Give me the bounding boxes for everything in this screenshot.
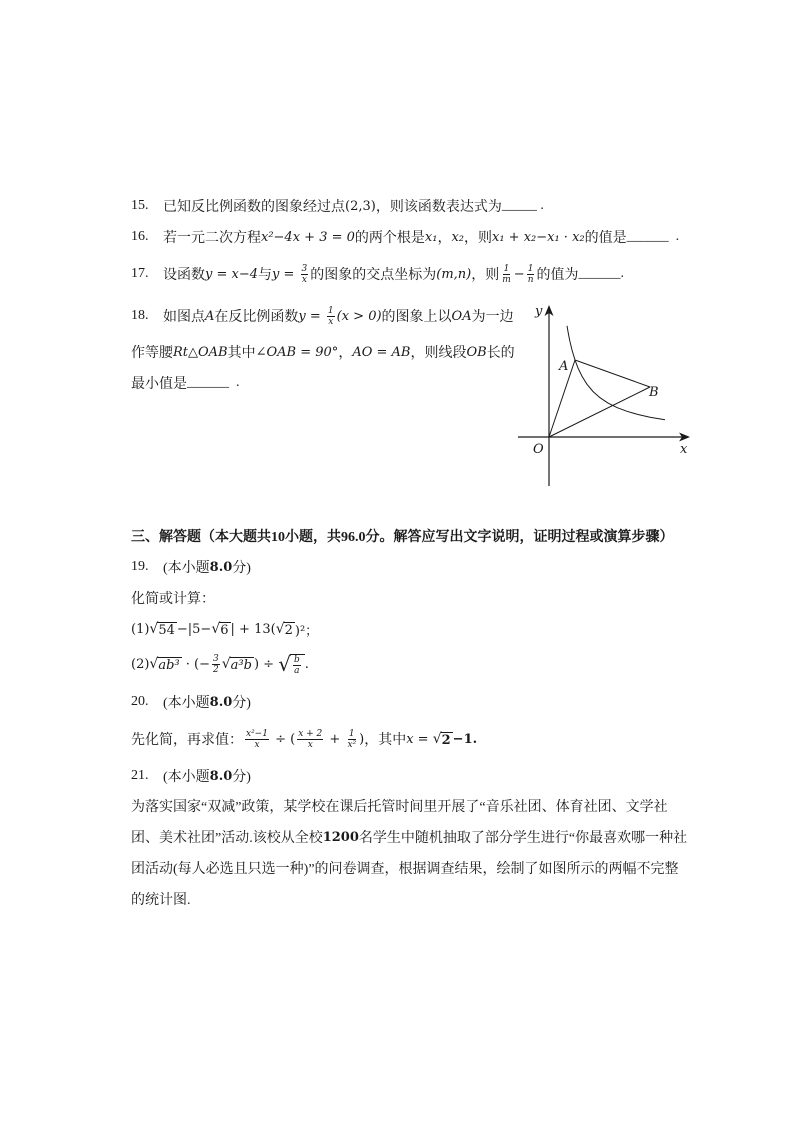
numerator: 3 (213, 653, 219, 664)
question-number: 16. (131, 229, 149, 244)
math-segment: OB (466, 344, 487, 360)
numerator: 1 (527, 263, 534, 274)
question-18-figure (505, 295, 700, 490)
denominator: 2 (213, 664, 219, 675)
origin-label: O (533, 442, 544, 457)
square-root (149, 620, 176, 638)
question-text: 作等腰 (131, 346, 173, 361)
radicand: 2 (284, 623, 293, 638)
question-text: 化简或计算： (131, 592, 215, 607)
punctuation: ， (437, 231, 452, 246)
math-function-lhs: y = (298, 308, 325, 324)
question-21-line-3 (131, 858, 679, 878)
denominator: x (301, 274, 307, 285)
square-root (211, 620, 230, 638)
fraction (527, 264, 535, 285)
math-expression: )²； (294, 623, 319, 639)
math-equality: AO = AB (352, 344, 411, 360)
score-text: 分) (232, 770, 251, 785)
math-expression: x₁ + x₂−x₁ · x₂ (492, 229, 585, 245)
section-title: 三、解答题（本大题共10小题，共96.0分。解答应写出文字说明，证明过程或演算步骤） (131, 530, 674, 545)
math-function-lhs: y = (272, 266, 299, 282)
answer-blank: ______ (578, 266, 621, 281)
square-root (278, 652, 305, 676)
math-root: x₂ (451, 229, 464, 245)
math-expression: | + 13( (230, 621, 276, 637)
score-text: (本小题 (163, 696, 210, 711)
numerator: 1 (348, 728, 355, 739)
math-operator: + (325, 731, 345, 747)
question-17 (131, 264, 624, 284)
question-text: 的图象的交点坐标为 (310, 268, 437, 283)
score-text: 分) (232, 696, 251, 711)
point-a-label: A (559, 359, 569, 374)
paragraph-text: 团、美术社团”活动.该校从全校 (131, 831, 323, 846)
question-text: 的两个根是 (354, 231, 425, 246)
question-21-line-2 (131, 827, 687, 847)
y-axis-label: y (535, 304, 543, 319)
radical-sign: √ (275, 621, 285, 637)
radicand (290, 654, 305, 676)
math-expression: ) ÷ (253, 656, 279, 672)
question-number: 18. (131, 308, 149, 323)
question-text: ，其中 (364, 733, 407, 748)
hyperbola-curve (567, 326, 665, 420)
part-label: (2) (131, 656, 150, 672)
question-text: ，则 (471, 268, 500, 283)
student-count: 1200 (322, 829, 359, 845)
denominator: a (294, 666, 300, 676)
denominator: x (307, 739, 313, 750)
math-point: (m,n) (436, 266, 472, 282)
fraction (245, 729, 269, 750)
denominator: x² (347, 739, 357, 750)
question-text: 其中 (227, 346, 256, 361)
question-15 (131, 196, 544, 216)
radical-sign: √ (278, 652, 291, 676)
question-18-line-3 (131, 373, 240, 393)
question-20-header (131, 692, 251, 712)
punctuation: ， (338, 346, 353, 361)
fraction (501, 264, 512, 285)
question-text: 的值为 (536, 268, 579, 283)
numerator: b (293, 655, 300, 665)
point-b-label: B (649, 385, 659, 400)
question-text: 为一边 (471, 310, 514, 325)
fraction (293, 655, 301, 676)
fraction (212, 654, 220, 675)
denominator: n (527, 274, 534, 285)
math-point: (2,3) (345, 198, 376, 214)
radical-sign: √ (221, 656, 231, 672)
question-text: 的值是 (584, 231, 627, 246)
question-text: 最小值是 (131, 377, 187, 392)
math-expression: −|5− (176, 621, 212, 637)
answer-blank: ______ (187, 375, 229, 390)
radicand: 2 (441, 733, 451, 748)
question-text: 设函数 (163, 268, 205, 283)
question-21-line-1 (131, 796, 668, 816)
punctuation: . (536, 198, 544, 213)
math-equation: x²−4x + 3 = 0 (261, 229, 355, 245)
score-text: 分) (232, 561, 251, 576)
math-operator: − (513, 266, 525, 282)
square-root (222, 655, 254, 673)
question-20-body (131, 729, 477, 749)
question-16 (131, 227, 679, 247)
fraction (346, 729, 357, 750)
question-21-header (131, 766, 251, 786)
denominator: x (328, 316, 334, 327)
question-text: 已知反比例函数的图象经过点 (163, 200, 345, 215)
x-axis-label: x (680, 442, 688, 457)
question-text: ，则该函数表达式为 (375, 200, 502, 215)
question-text: 长的 (486, 346, 515, 361)
math-point-label: A (205, 308, 215, 324)
fraction (301, 264, 309, 285)
question-number: 21. (131, 768, 149, 783)
radical-sign: √ (149, 656, 159, 672)
square-root (433, 730, 453, 748)
punctuation: . (668, 229, 680, 244)
section-3-heading (131, 526, 674, 546)
radicand: ab³ (158, 658, 180, 673)
fraction (297, 729, 323, 750)
score-value: 8.0 (209, 694, 233, 710)
paragraph-text: 为落实国家“双减”政策，某学校在课后托管时间里开展了“音乐社团、体育社团、文学社 (131, 800, 668, 815)
question-text: ，则线段 (410, 346, 467, 361)
math-expression: · (− (181, 656, 211, 672)
question-19-intro (131, 588, 215, 608)
denominator: x (254, 739, 260, 750)
question-number: 19. (131, 559, 149, 574)
question-18-line-1 (131, 306, 514, 326)
math-expression: −1. (452, 731, 478, 747)
question-number: 17. (131, 266, 149, 281)
paragraph-text: 名学生中随机抽取了部分学生进行“你最喜欢哪一种社 (358, 831, 688, 846)
question-text: 如图点 (163, 310, 205, 325)
math-triangle: Rt△OAB (173, 344, 228, 360)
radicand: 54 (158, 623, 175, 638)
question-text: 在反比例函数 (214, 310, 299, 325)
fraction (327, 306, 335, 327)
paragraph-text: 的统计图. (131, 893, 191, 908)
numerator: 1 (503, 263, 510, 274)
question-text: 若一元二次方程 (163, 231, 261, 246)
math-function: y = x−4 (205, 266, 258, 282)
numerator: 1 (327, 305, 334, 316)
math-root: x₁ (424, 229, 438, 245)
part-label: (1) (131, 621, 150, 637)
square-root (276, 620, 295, 638)
question-19-part-1 (131, 619, 318, 639)
question-text: ，则 (464, 231, 492, 246)
denominator: m (502, 274, 511, 285)
radical-sign: √ (432, 731, 442, 747)
punctuation: . (304, 656, 309, 672)
answer-blank: ______ (626, 229, 669, 244)
radical-sign: √ (149, 621, 159, 637)
score-value: 8.0 (209, 768, 233, 784)
math-segment: OA (451, 308, 472, 324)
question-text: 的图象上以 (381, 310, 452, 325)
math-operator: ) (359, 731, 365, 747)
radical-sign: √ (211, 621, 221, 637)
square-root (149, 655, 181, 673)
question-21-line-4 (131, 889, 191, 909)
segment-ob (549, 387, 650, 437)
score-text: (本小题 (163, 770, 210, 785)
answer-blank: _____ (501, 198, 537, 213)
question-number: 20. (131, 694, 149, 709)
question-18-line-2 (131, 342, 515, 362)
question-text: 先化简，再求值： (131, 733, 243, 748)
math-operator: ÷ ( (270, 731, 296, 747)
math-expression: x = (406, 731, 433, 747)
punctuation: . (229, 375, 240, 390)
paragraph-text: 团活动(每人必选且只选一种)”的问卷调查，根据调查结果，绘制了如图所示的两幅不完整 (131, 862, 679, 877)
question-19-part-2 (131, 654, 309, 674)
score-value: 8.0 (209, 559, 233, 575)
numerator: x²−1 (246, 728, 268, 739)
question-number: 15. (131, 198, 149, 213)
math-angle: ∠OAB = 90° (255, 344, 339, 360)
punctuation: . (620, 266, 624, 281)
question-text: 与 (258, 268, 272, 283)
radicand: 6 (220, 623, 229, 638)
score-text: (本小题 (163, 561, 210, 576)
math-domain: (x > 0) (336, 308, 382, 324)
numerator: 3 (301, 263, 308, 274)
question-19-header (131, 557, 251, 577)
radicand: a³b (230, 658, 252, 673)
numerator: x + 2 (298, 728, 323, 739)
